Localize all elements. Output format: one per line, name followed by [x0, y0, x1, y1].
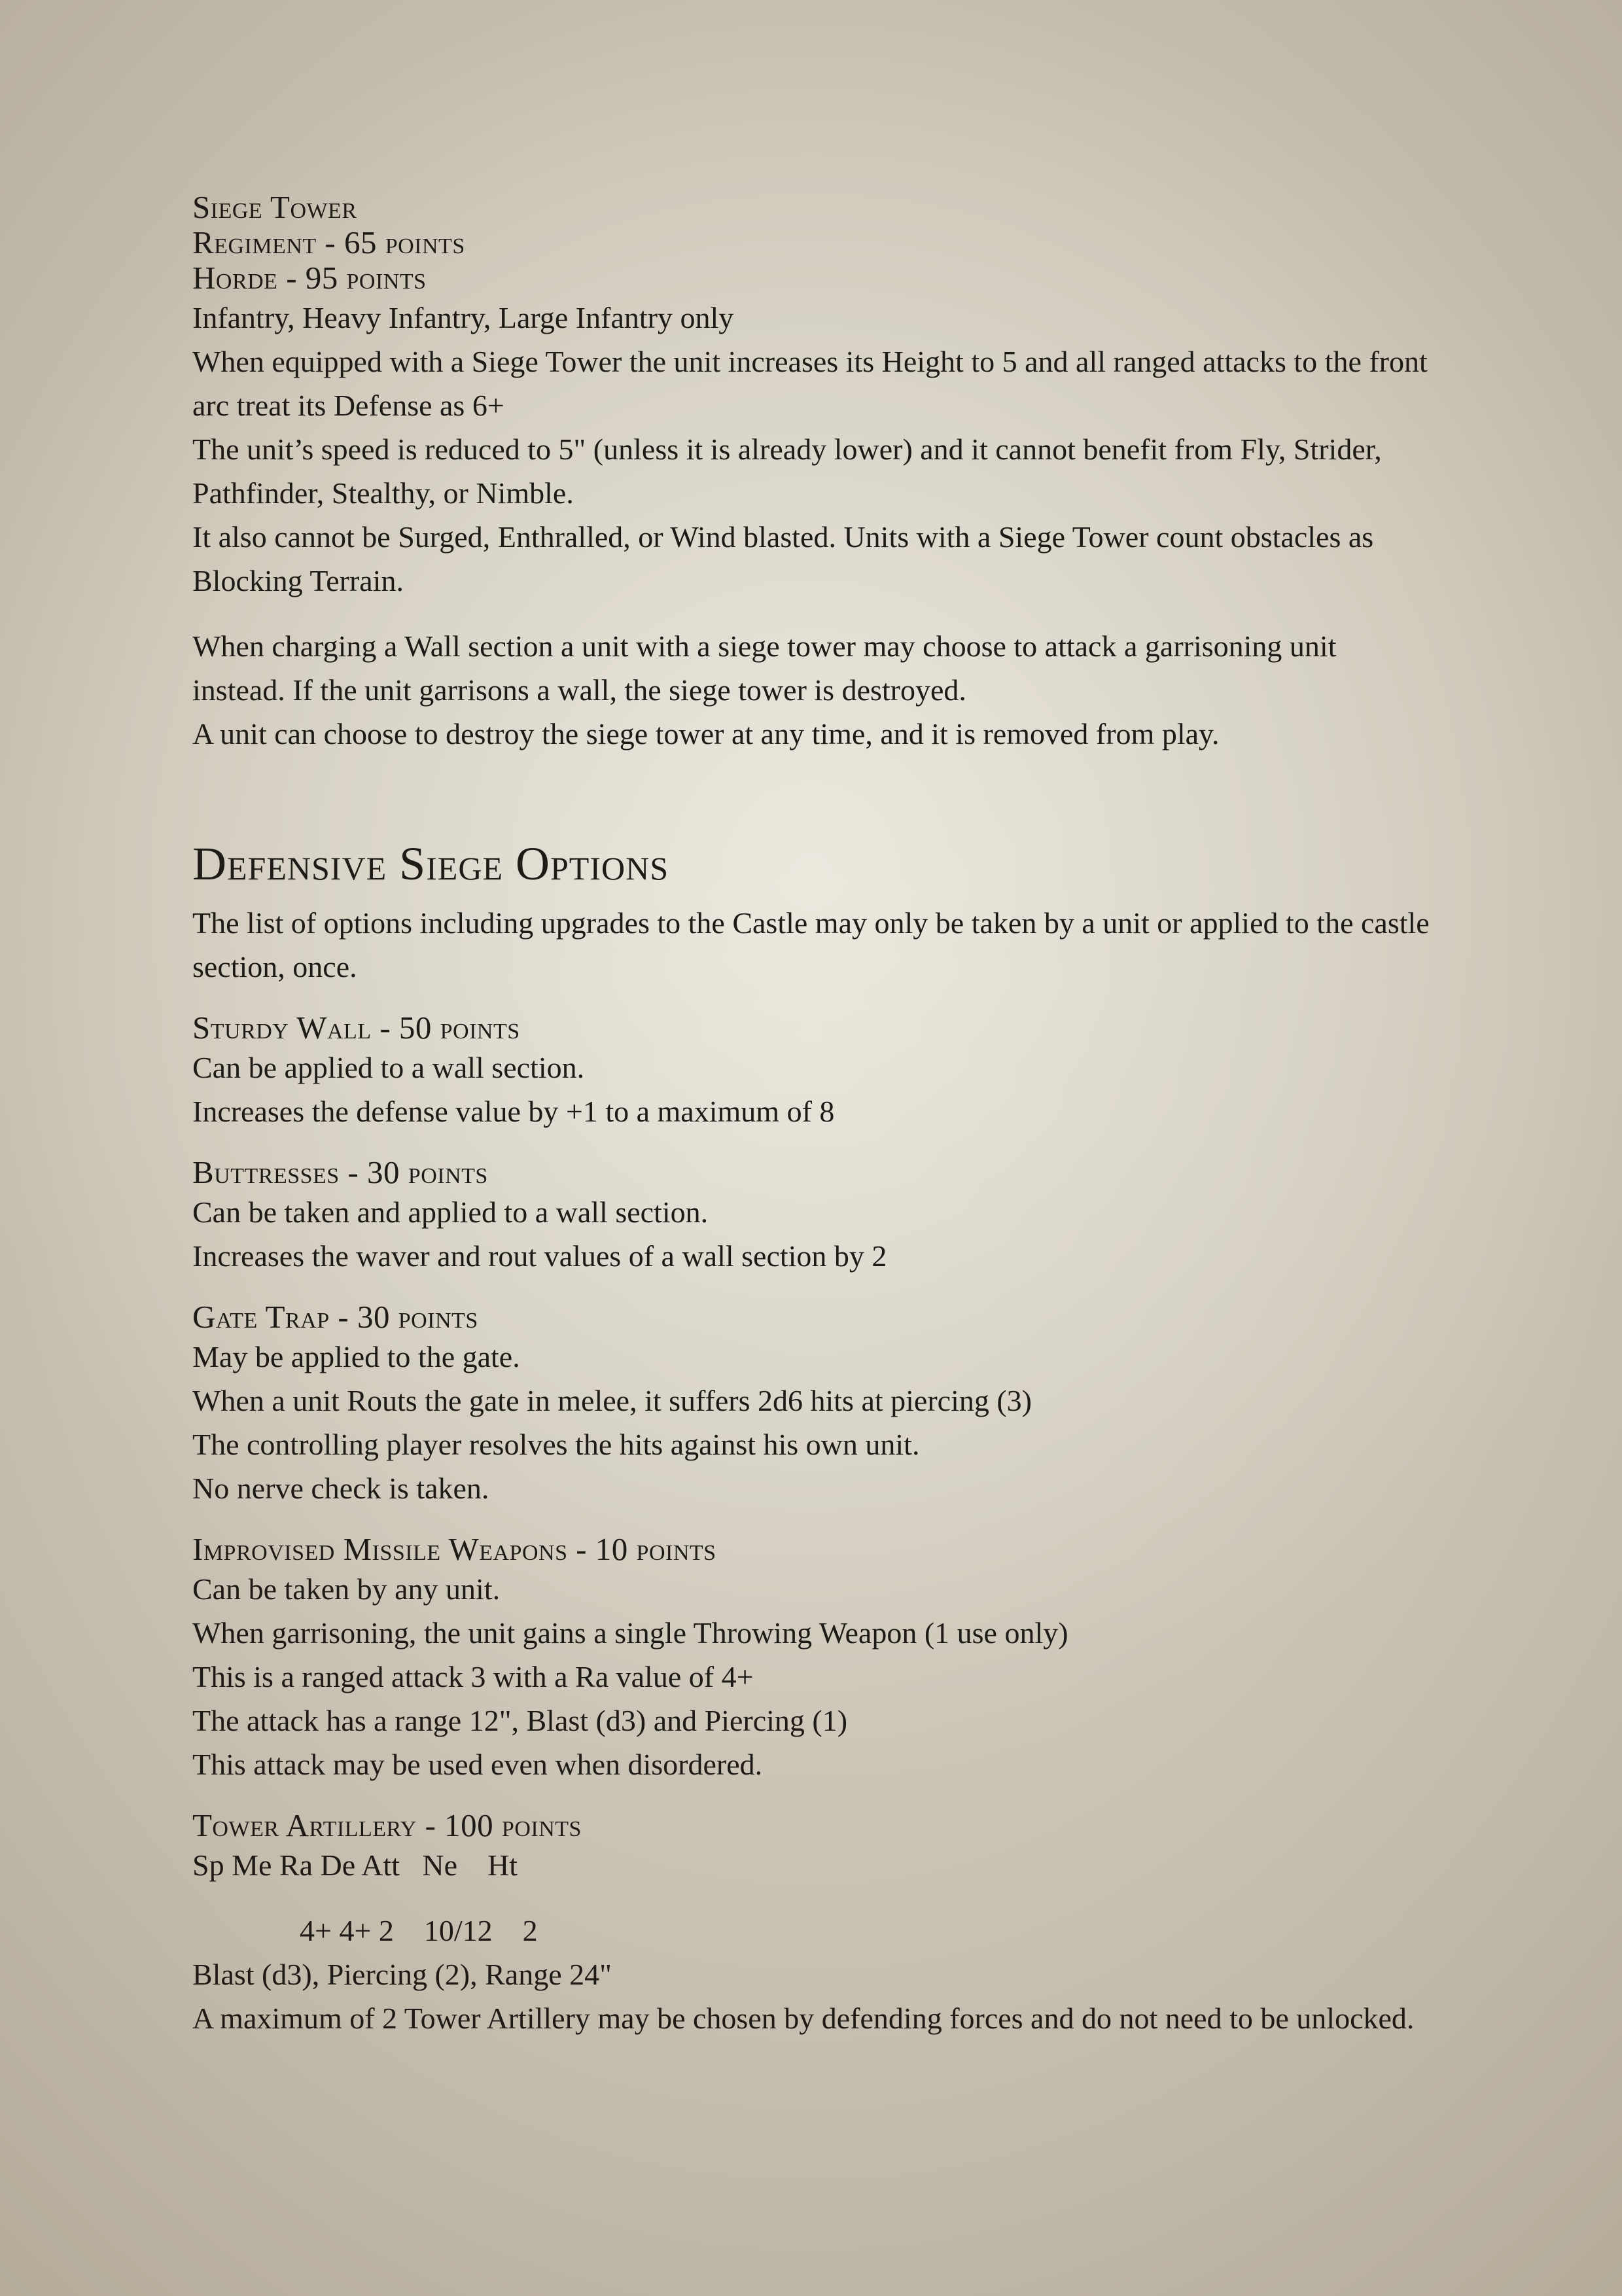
- siege-tower-line: It also cannot be Surged, Enthralled, or Wind blasted. Units with a Siege Tower count obstacles as Blocking Terrain.: [192, 520, 1381, 597]
- siege-tower-line: When charging a Wall section a unit with a siege tower may choose to attack a garrisoning unit instead. If the unit garrisons a wall, the siege tower is destroyed.: [192, 629, 1344, 707]
- document-page: [192, 190, 1436, 2040]
- stat-header-row: Sp Me Ra De Att Ne Ht: [192, 1848, 518, 1882]
- defensive-options-section: [192, 834, 1436, 2040]
- option-line: Increases the defense value by +1 to a maximum of 8: [192, 1095, 835, 1128]
- stat-values-row: 4+ 4+ 2 10/12 2: [300, 1914, 538, 1947]
- option-line: Can be applied to a wall section.: [192, 1051, 585, 1084]
- option-line: When a unit Routs the gate in melee, it suffers 2d6 hits at piercing (3): [192, 1384, 1032, 1417]
- option-line: When garrisoning, the unit gains a single Throwing Weapon (1 use only): [192, 1616, 1068, 1650]
- siege-tower-title: Siege Tower: [192, 189, 357, 225]
- tower-artillery-note: A maximum of 2 Tower Artillery may be chosen by defending forces and do not need to be unlocked.: [192, 2002, 1415, 2035]
- option-line: Can be taken by any unit.: [192, 1572, 501, 1606]
- tower-artillery-title: Tower Artillery - 100 points: [192, 1807, 582, 1843]
- option-line: Can be taken and applied to a wall section.: [192, 1195, 709, 1229]
- tower-artillery-special: Blast (d3), Piercing (2), Range 24": [192, 1958, 612, 1991]
- siege-tower-regiment-cost: Regiment - 65 points: [192, 224, 465, 260]
- siege-tower-horde-cost: Horde - 95 points: [192, 260, 427, 296]
- siege-tower-line: A unit can choose to destroy the siege tower at any time, and it is removed from play.: [192, 717, 1220, 751]
- section-intro: The list of options including upgrades to the Castle may only be taken by a unit or applied to the castle section, once.: [192, 906, 1437, 983]
- option-title: Improvised Missile Weapons - 10 points: [192, 1531, 716, 1567]
- option-title: Buttresses - 30 points: [192, 1154, 488, 1190]
- option-line: Increases the waver and rout values of a wall section by 2: [192, 1239, 887, 1273]
- option-title: Sturdy Wall - 50 points: [192, 1010, 520, 1046]
- option-line: The controlling player resolves the hits against his own unit.: [192, 1428, 920, 1461]
- section-heading: Defensive Siege Options: [192, 838, 669, 890]
- option-line: This is a ranged attack 3 with a Ra value of 4+: [192, 1660, 754, 1693]
- option-line: The attack has a range 12", Blast (d3) and Piercing (1): [192, 1704, 848, 1737]
- siege-tower-section: [192, 190, 1436, 756]
- option-line: No nerve check is taken.: [192, 1472, 489, 1505]
- siege-tower-line: The unit’s speed is reduced to 5" (unless it is already lower) and it cannot benefit from Fly, Strider, Pathfinder, Stealthy, or Nimble.: [192, 433, 1390, 510]
- option-line: This attack may be used even when disordered.: [192, 1748, 763, 1781]
- siege-tower-line: When equipped with a Siege Tower the unit increases its Height to 5 and all ranged attacks to the front arc treat its Defense as 6+: [192, 345, 1436, 422]
- option-title: Gate Trap - 30 points: [192, 1299, 478, 1335]
- siege-tower-line: Infantry, Heavy Infantry, Large Infantry only: [192, 301, 734, 334]
- option-line: May be applied to the gate.: [192, 1340, 520, 1373]
